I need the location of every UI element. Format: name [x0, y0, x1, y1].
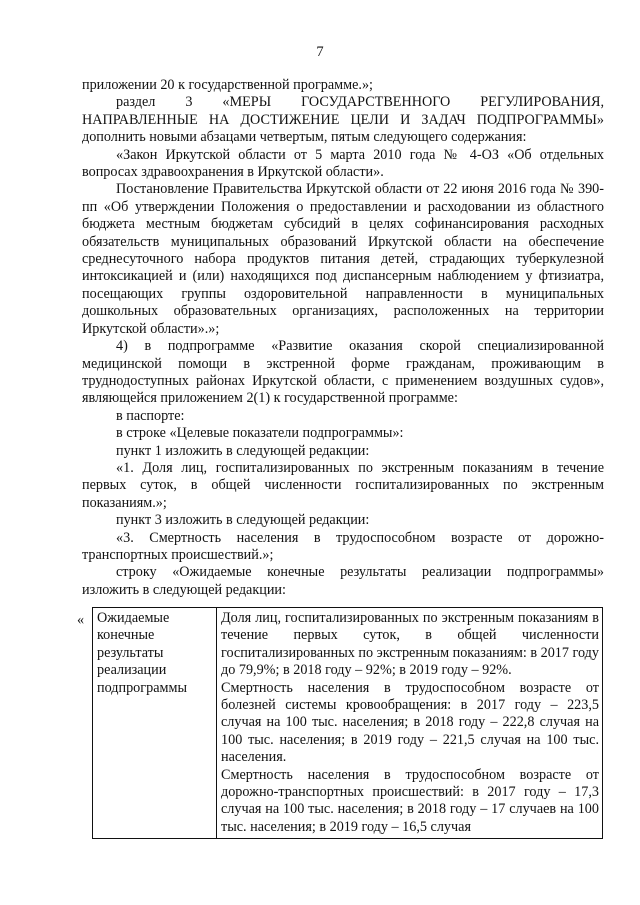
paragraph: 4) в подпрограмме «Развитие оказания скорой специализированной медицинской помощи в экстренной форме гражданам, проживающим в труднодоступных районах Иркутской области, с применением воздушных судов», являющейся приложением 2(1) к государственной программе:: [82, 338, 604, 407]
page-number: 7: [316, 44, 324, 60]
paragraph: Постановление Правительства Иркутской области от 22 июня 2016 года № 390-пп «Об утверждении Положения о предоставлении и расходовании из областного бюджета местным бюджетам субсидий в целях софинансирования расходных обязательств муниципальных образований Иркутской области на обеспечение среднесуточного набора продуктов питания детей, страдающих туберкулезной интоксикацией и (или) находящихся под диспансерным наблюдением у фтизиатра, посещающих группы оздоровительной направленности в муниципальных дошкольных образовательных организациях, расположенных на территории Иркутской области».»;: [82, 181, 604, 337]
paragraph: в паспорте:: [116, 407, 185, 424]
paragraph: раздел 3 «МЕРЫ ГОСУДАРСТВЕННОГО РЕГУЛИРОВАНИЯ, НАПРАВЛЕННЫЕ НА ДОСТИЖЕНИЕ ЦЕЛИ И ЗАДАЧ ПОДПРОГРАММЫ» дополнить новыми абзацами четвертым, пятым следующего содержания:: [82, 94, 604, 146]
document-body: [82, 77, 604, 599]
result-item: Смертность населения в трудоспособном возрасте от дорожно-транспортных происшествий: в 2017 году – 17,3 случая на 100 тыс. населения; в 2018 году – 17 случаев на 100 тыс. населения; в 2019 году – 16,5 случая: [221, 766, 599, 835]
paragraph: «Закон Иркутской области от 5 марта 2010 года № 4-ОЗ «Об отдельных вопросах здравоохранения в Иркутской области».: [82, 146, 604, 181]
results-table: [92, 607, 603, 839]
paragraph: пункт 1 изложить в следующей редакции:: [116, 442, 370, 459]
result-item: Смертность населения в трудоспособном возрасте от болезней системы кровообращения: в 2017 году – 223,5 случая на 100 тыс. населения; в 2018 году – 222,8 случая на 100 тыс. населения; в 2019 году – 221,5 случая на 100 тыс. населения.: [221, 679, 599, 766]
table-open-quote: «: [77, 612, 85, 628]
paragraph: в строке «Целевые показатели подпрограммы»:: [116, 425, 404, 442]
paragraph: «1. Доля лиц, госпитализированных по экстренным показаниям в течение первых суток, в общей численности госпитализированных по экстренным показаниям.»;: [82, 459, 604, 511]
paragraph: строку «Ожидаемые конечные результаты реализации подпрограммы» изложить в следующей редакции:: [82, 564, 604, 598]
row-value-cell: [217, 608, 603, 839]
paragraph: «3. Смертность населения в трудоспособном возрасте от дорожно-транспортных происшествий.»;: [82, 529, 604, 563]
result-item: Доля лиц, госпитализированных по экстренным показаниям в течение первых суток, в общей численности госпитализированных по экстренным показаниям: в 2017 году до 79,9%; в 2018 году – 92%; в 2019 году – 92%.: [221, 610, 599, 679]
paragraph: приложении 20 к государственной программе.»;: [82, 77, 373, 93]
table-row: [93, 608, 603, 839]
row-label-cell: Ожидаемые конечные результаты реализации подпрограммы: [93, 608, 217, 839]
paragraph: пункт 3 изложить в следующей редакции:: [116, 512, 370, 529]
